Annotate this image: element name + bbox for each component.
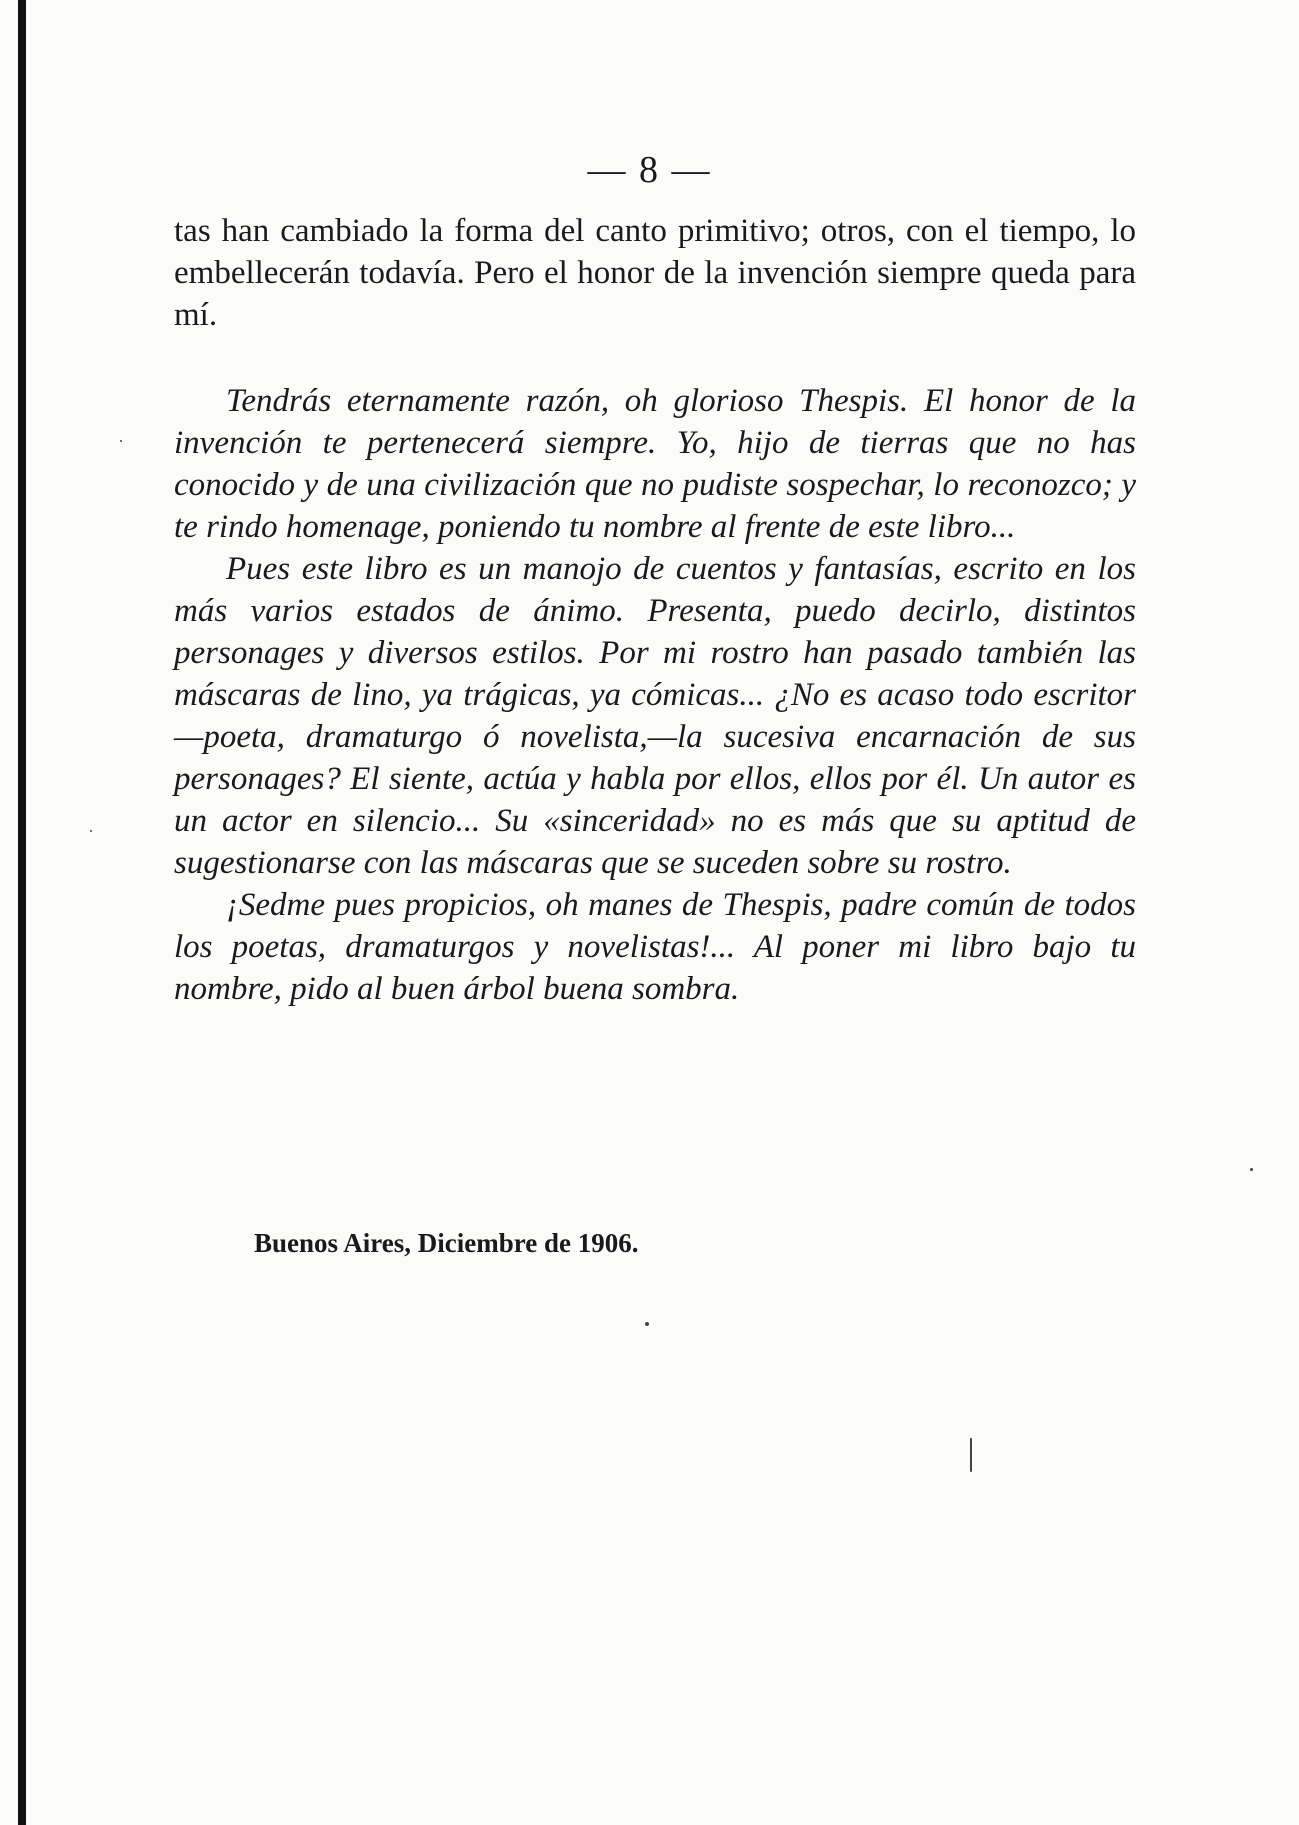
scan-speck — [970, 1438, 972, 1472]
italic-paragraph-3: ¡Sedme pues propicios, oh manes de Thespis, padre común de todos los poetas, dramaturgos y novelistas!... Al poner mi libro bajo tu nombre, pido al buen árbol buena sombra. — [174, 887, 1136, 1007]
scan-speck — [90, 830, 92, 832]
italic-paragraph-2: Pues este libro es un manojo de cuentos y fantasías, escrito en los más varios estados de ánimo. Presenta, puedo decirlo, distintos personages y diversos estilos. Por mi rostro han pasado también las máscaras de lino, ya trágicas, ya cómicas... ¿No es acaso todo escritor—poeta, dramaturgo ó novelista,—la sucesiva encarnación de sus personages? El siente, actúa y habla por ellos, ellos por él. Un autor es un actor en silencio... Su «sinceridad» no es más que su aptitud de sugestionarse con las máscaras que se suceden sobre su rostro. — [174, 551, 1136, 881]
intro-paragraph: tas han cambiado la forma del canto primitivo; otros, con el tiempo, lo embellecerán todavía. Pero el honor de la invención siempre queda para mí. — [174, 213, 1136, 333]
place-date-signature: Buenos Aires, Diciembre de 1906. — [254, 1228, 639, 1258]
italic-paragraph-1: Tendrás eternamente razón, oh glorioso Thespis. El honor de la invención te pertenecerá siempre. Yo, hijo de tierras que no has conocido y de una civilización que no pudiste sospechar, lo reconozco; y te rindo homenage, poniendo tu nombre al frente de este libro... — [174, 383, 1136, 545]
scan-speck — [120, 440, 122, 442]
page-number: — 8 — — [587, 149, 712, 191]
intro-paragraph-block — [174, 210, 1136, 336]
italic-paragraphs-block — [174, 380, 1136, 1010]
scan-speck — [1250, 1168, 1253, 1171]
scan-speck — [645, 1322, 649, 1326]
page-binding-edge — [18, 0, 26, 1825]
